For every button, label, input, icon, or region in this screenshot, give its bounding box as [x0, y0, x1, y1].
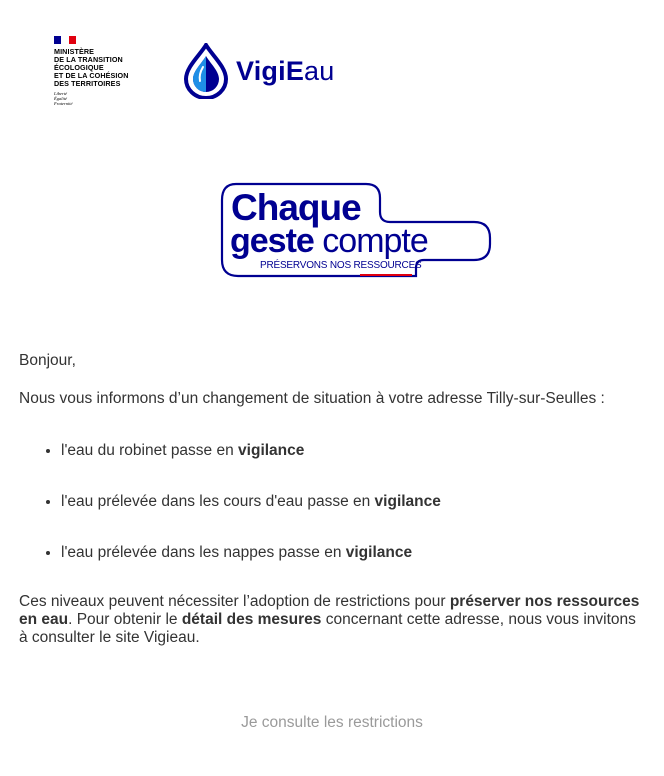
outro-part: Ces niveaux peuvent nécessiter l’adoption de restrictions pour [19, 593, 450, 610]
app-name-suffix: au [304, 55, 335, 86]
campaign-title-line1: Chaque [231, 187, 361, 228]
level-description: l'eau prélevée dans les nappes passe en [61, 544, 346, 561]
level-status: vigilance [374, 493, 441, 510]
consult-restrictions-link[interactable]: Je consulte les restrictions [241, 714, 423, 731]
level-description: l'eau prélevée dans les cours d'eau passe en [61, 493, 375, 510]
motto-line: Fraternité [54, 101, 73, 106]
campaign-logo [218, 182, 494, 278]
vigieau-logo[interactable] [182, 43, 334, 99]
flag-white-band [61, 36, 68, 44]
ministry-name-line: DE LA TRANSITION [54, 55, 123, 64]
republic-motto [54, 91, 154, 106]
outro-bold: préserver nos ressources en eau [19, 593, 640, 628]
message-body [19, 352, 645, 647]
app-name-main: VigiE [236, 55, 305, 86]
level-status: vigilance [238, 442, 305, 459]
flag-red-band [69, 36, 76, 44]
campaign-word-bold: geste [230, 222, 314, 260]
campaign-word-regular: compte [322, 222, 428, 260]
water-drop-icon [182, 43, 230, 99]
level-status: vigilance [345, 544, 413, 561]
email-header [0, 0, 664, 130]
flag-blue-band [54, 36, 61, 44]
intro-text: Nous vous informons d’un changement de situation à votre adresse Tilly-sur-Seulles : [19, 390, 605, 407]
campaign-red-accent [360, 274, 412, 276]
app-name [236, 56, 334, 87]
campaign-subtitle: PRÉSERVONS NOS RESSOURCES [260, 260, 422, 271]
greeting: Bonjour, [19, 352, 76, 369]
ministry-name-line: MINISTÈRE [54, 47, 95, 56]
water-levels-list [19, 442, 645, 562]
list-item [61, 493, 645, 511]
list-item [61, 442, 645, 460]
ministry-logo [54, 36, 154, 106]
french-flag-icon [54, 36, 76, 44]
motto-line: Liberté [54, 91, 67, 96]
ministry-name-line: ÉCOLOGIQUE [54, 63, 104, 72]
outro-part: . Pour obtenir le [68, 611, 182, 628]
list-item [61, 544, 645, 562]
ministry-name-line: ET DE LA COHÉSION [54, 71, 129, 80]
campaign-title-line2 [230, 222, 428, 260]
outro-bold: détail des mesures [181, 611, 322, 628]
level-description: l'eau du robinet passe en [61, 442, 239, 459]
ministry-name-line: DES TERRITOIRES [54, 79, 121, 88]
outro-text [19, 593, 645, 647]
outro-part: concernant cette adresse, nous vous invitons à consulter le site Vigieau. [19, 611, 636, 646]
motto-line: Égalité [54, 96, 67, 101]
